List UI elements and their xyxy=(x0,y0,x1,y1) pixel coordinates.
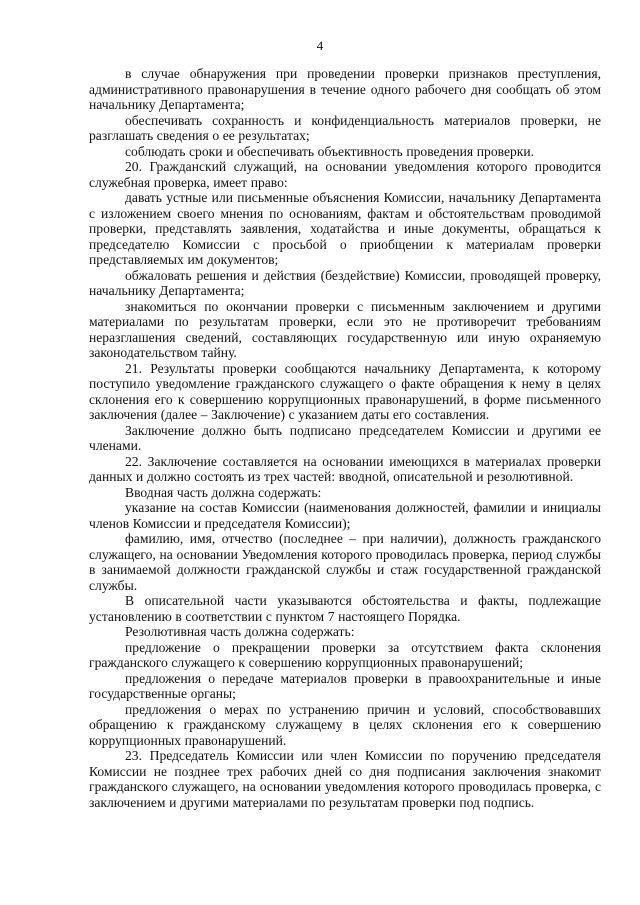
paragraph: 23. Председатель Комиссии или член Комиссии по поручению председателя Комиссии не позднее трех рабочих дней со дня подписания заключения знакомит гражданского служащего, на основании уведомления которого проводилась проверка, с заключением и другими материалами по результатам проверки под подпись. xyxy=(89,748,601,810)
paragraph: фамилию, имя, отчество (последнее – при наличии), должность гражданского служащего, на основании Уведомления которого проводилась проверка, период службы в занимаемой должности гражданской службы и стаж государственной гражданской службы. xyxy=(89,531,601,593)
paragraph: 22. Заключение составляется на основании имеющихся в материалах проверки данных и должно состоять из трех частей: вводной, описательной и резолютивной. xyxy=(89,453,601,484)
document-body xyxy=(89,66,601,810)
paragraph: указание на состав Комиссии (наименования должностей, фамилии и инициалы членов Комиссии и председателя Комиссии); xyxy=(89,500,601,531)
page-number: 4 xyxy=(316,38,324,53)
paragraph: давать устные или письменные объяснения Комиссии, начальнику Департамента с изложением своего мнения по основаниям, фактам и обстоятельствам проводимой проверки, представлять заявления, ходатайства и иные документы, обращаться к председателю Комиссии с просьбой о приобщении к материалам проверки представляемых им документов; xyxy=(89,190,601,267)
paragraph: знакомиться по окончании проверки с письменным заключением и другими материалами по результатам проверки, если это не противоречит требованиям неразглашения сведений, составляющих государственную или иную охраняемую законодательством тайну. xyxy=(89,298,601,360)
paragraph: Вводная часть должна содержать: xyxy=(125,484,322,500)
paragraph: предложение о прекращении проверки за отсутствием факта склонения гражданского служащего к совершению коррупционных правонарушений; xyxy=(89,639,601,670)
paragraph: 21. Результаты проверки сообщаются начальнику Департамента, к которому поступило уведомление гражданского служащего о факте обращения к нему в целях склонения его к совершению коррупционных правонарушений, в форме письменного заключения (далее – Заключение) с указанием даты его составления. xyxy=(89,360,601,422)
paragraph: Резолютивная часть должна содержать: xyxy=(125,624,355,639)
paragraph: Заключение должно быть подписано председателем Комиссии и другими ее членами. xyxy=(89,422,601,453)
paragraph: соблюдать сроки и обеспечивать объективность проведения проверки. xyxy=(125,143,535,159)
paragraph: обжаловать решения и действия (бездействие) Комиссии, проводящей проверку, начальнику Департамента; xyxy=(89,267,601,298)
paragraph: обеспечивать сохранность и конфиденциальность материалов проверки, не разглашать сведения о ее результатах; xyxy=(89,112,601,143)
paragraph: В описательной части указываются обстоятельства и факты, подлежащие установлению в соответствии с пунктом 7 настоящего Порядка. xyxy=(89,593,601,624)
paragraph: предложения о мерах по устранению причин и условий, способствовавших обращению к гражданскому служащему в целях склонения его к совершению коррупционных правонарушений. xyxy=(89,701,601,748)
paragraph: предложения о передаче материалов проверки в правоохранительные и иные государственные органы; xyxy=(89,670,601,701)
paragraph: 20. Гражданский служащий, на основании уведомления которого проводится служебная проверка, имеет право: xyxy=(89,159,601,190)
paragraph: в случае обнаружения при проведении проверки признаков преступления, административного правонарушения в течение одного рабочего дня сообщать об этом начальнику Департамента; xyxy=(89,66,601,112)
